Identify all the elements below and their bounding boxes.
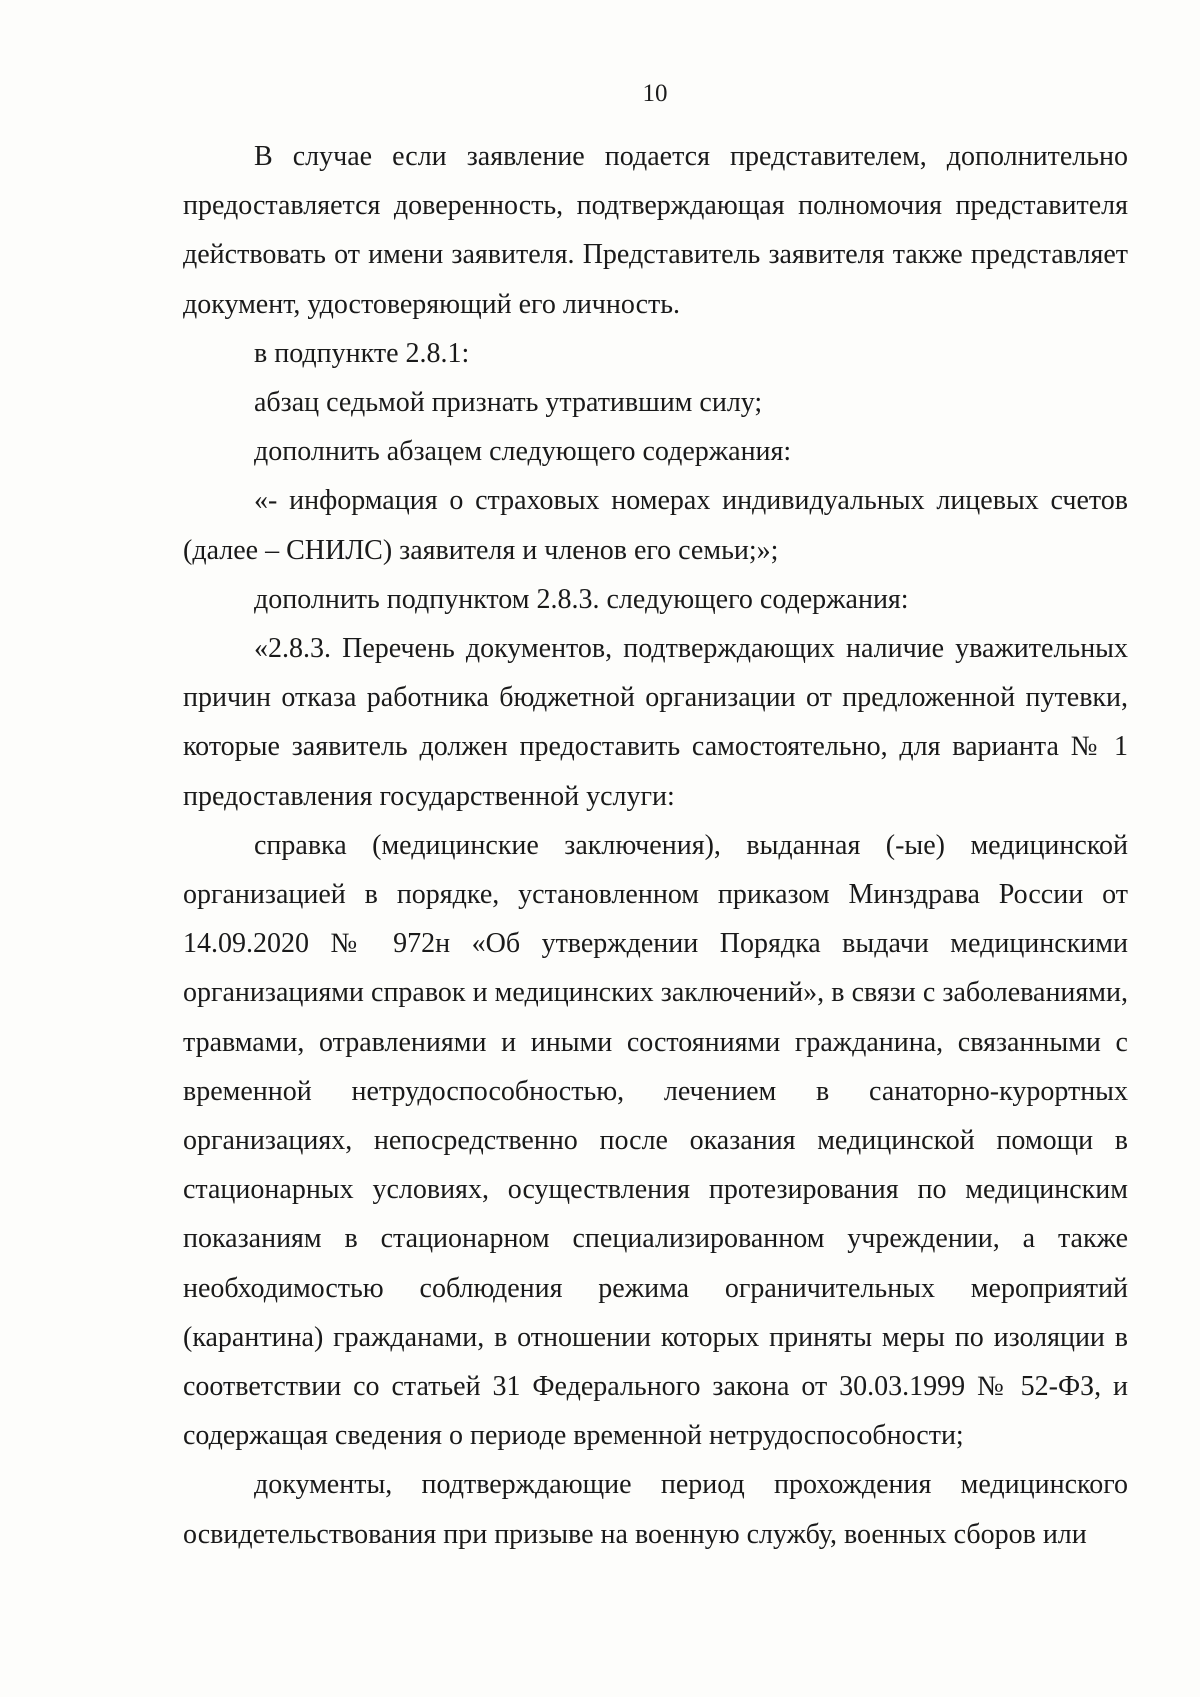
paragraph-representative: В случае если заявление подается представителем, дополнительно предоставляется доверенность, подтверждающая полномочия представителя действовать от имени заявителя. Представитель заявителя также представляет документ, удостоверяющий его личность. <box>183 141 1128 320</box>
paragraph-repeal-seventh: абзац седьмой признать утратившим силу; <box>254 387 763 419</box>
paragraph-subclause-2-8-1: в подпункте 2.8.1: <box>254 337 470 369</box>
document-body <box>183 132 1128 1559</box>
paragraph-snils: «- информация о страховых номерах индивидуальных лицевых счетов (далее – СНИЛС) заявителя и членов его семьи;»; <box>183 485 1128 566</box>
paragraph-2-8-3: «2.8.3. Перечень документов, подтверждающих наличие уважительных причин отказа работника бюджетной организации от предложенной путевки, которые заявитель должен предоставить самостоятельно, для варианта № 1 предоставления государственной услуги: <box>183 633 1128 812</box>
page-number: 10 <box>642 80 668 107</box>
paragraph-military-documents: документы, подтверждающие период прохождения медицинского освидетельствования при призыве на военную службу, военных сборов или <box>183 1469 1128 1550</box>
paragraph-add-paragraph: дополнить абзацем следующего содержания: <box>254 436 792 468</box>
paragraph-add-subclause: дополнить подпунктом 2.8.3. следующего содержания: <box>254 583 909 615</box>
paragraph-medical-certificate: справка (медицинские заключения), выданная (-ые) медицинской организацией в порядке, установленном приказом Минздрава России от 14.09.2020 № 972н «Об утверждении Порядка выдачи медицинскими организациями справок и медицинских заключений», в связи с заболеваниями, травмами, отравлениями и иными состояниями гражданина, связанными с временной нетрудоспособностью, лечением в санаторно-курортных организациях, непосредственно после оказания медицинской помощи в стационарных условиях, осуществления протезирования по медицинским показаниям в стационарном специализированном учреждении, а также необходимостью соблюдения режима ограничительных мероприятий (карантина) гражданами, в отношении которых приняты меры по изоляции в соответствии со статьей 31 Федерального закона от 30.03.1999 № 52-ФЗ, и содержащая сведения о периоде временной нетрудоспособности; <box>183 829 1128 1452</box>
